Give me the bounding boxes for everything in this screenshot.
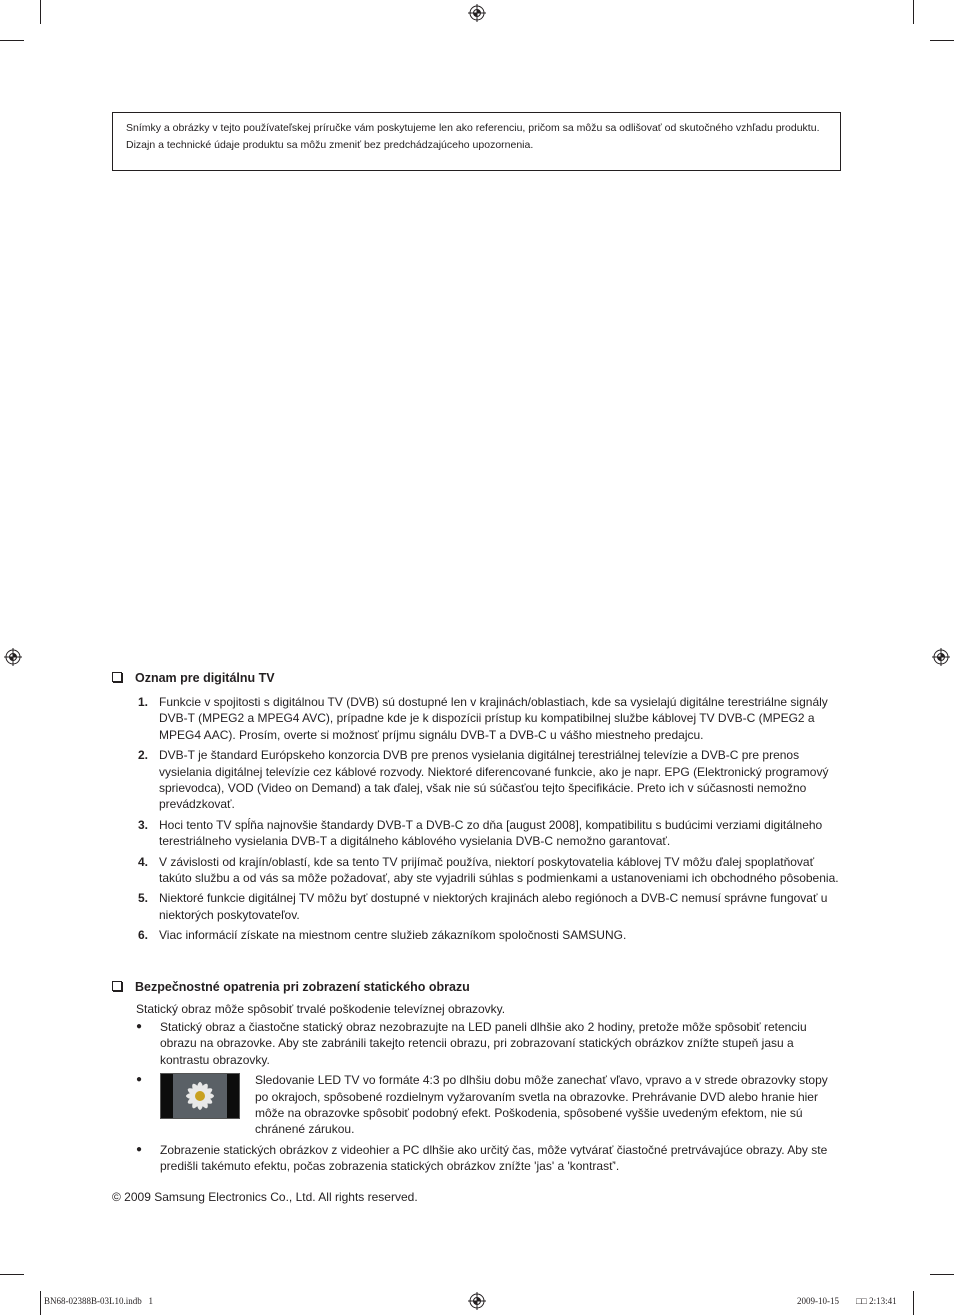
disclaimer-box (112, 112, 841, 171)
crop-mark (40, 0, 41, 24)
section-title-digital-notice (112, 671, 275, 685)
registration-mark-icon (468, 4, 486, 22)
list-item-text: Statický obraz a čiastočne statický obraz nezobrazujte na LED paneli dlhšie ako 2 hodiny, pretože môže spôsobiť retenciu obrazu na obrazovke. Aby ste zabránili takejto retencii obrazu, pri zobrazovaní statických obrázkov znížte stupeň jasu a kontrastu obrazovky. (160, 1020, 807, 1067)
crop-mark (40, 1291, 41, 1315)
list-item-number: 6. (138, 928, 149, 943)
section-title-text: Bezpečnostné opatrenia pri zobrazení statického obrazu (135, 980, 470, 994)
list-item-number: 4. (138, 854, 149, 869)
registration-mark-icon (4, 648, 22, 666)
crop-mark (913, 1291, 914, 1315)
flower-image-icon (161, 1074, 239, 1118)
crop-mark (0, 40, 24, 41)
numbered-list (138, 694, 843, 948)
list-item-text: Zobrazenie statických obrázkov z videohier a PC dlhšie ako určitý čas, môže vytvárať čiastočné pretrvávajúce obrazy. Aby ste predišli takémuto efektu, počas zobrazenia statických obrázkov znížte 'jas' a 'kontrasť'. (160, 1142, 828, 1174)
crop-mark (930, 1274, 954, 1275)
list-item (138, 694, 843, 743)
footer-file-name: BN68-02388B-03L10.indb 1 (44, 1296, 153, 1306)
list-item-text: Sledovanie LED TV vo formáte 4:3 po dlhšiu dobu môže zanechať vľavo, vpravo a v strede obrazovky stopy po okrajoch, spôsobené rozdielnym vyžarovaním svetla na obrazovke. Prehrávanie DVD alebo hranie hier môže na obrazovke spôsobiť podobný efekt. Poškodenia, spôsobené vyššie uvedeným efektom, nie sú chránené zárukou. (255, 1073, 828, 1137)
section-intro: Statický obraz môže spôsobiť trvalé poškodenie televíznej obrazovky. (136, 1002, 506, 1016)
crop-mark (913, 0, 914, 24)
list-item-number: 1. (138, 695, 149, 709)
crop-mark (0, 1274, 24, 1275)
list-item-number: 2. (138, 748, 149, 763)
checkbox-bullet-icon (112, 981, 122, 991)
list-item-number: 5. (138, 891, 149, 906)
registration-mark-icon (932, 648, 950, 666)
disclaimer-line: Dizajn a technické údaje produktu sa môžu zmeniť bez predchádzajúceho upozornenia. (126, 138, 534, 151)
list-item-text: Funkcie v spojitosti s digitálnou TV (DVB) sú dostupné len v krajinách/oblastiach, kde sa vysielajú digitálne terestriálne signály DVB-T (MPEG2 a MPEG4 AVC), prípadne kde je k dispozícii prístup ku kompatibilnej službe káblovej TV DVB-C (MPEG2 a MPEG4 AAC). Prosím, overte si možnosť príjmu signálu DVB-T a DVB-C u vášho miestneho predajcu. (159, 695, 828, 742)
list-item-text: DVB-T je štandard Európskeho konzorcia DVB pre prenos vysielania digitálnej terestriálnej televízie a DVB-C pre prenos vysielania digitálnej televízie cez káblové rozvody. Niektoré diferencované funkcie, ako je napr. EPG (Elektronický programový sprievodca), VOD (Video on Demand) a tak ďalej, však nie sú súčasťou tejto špecifikácie. Preto ich v súčasnosti nemožno prevádzkovať. (159, 748, 829, 812)
crop-mark (930, 40, 954, 41)
footer-date: 2009-10-15 (797, 1296, 839, 1306)
list-item (136, 1072, 842, 1138)
bullet-icon: ● (136, 1143, 143, 1155)
disclaimer-line: Snímky a obrázky v tejto používateľskej príručke vám poskytujeme len ako referenciu, pričom sa môžu sa odlišovať od skutočného vzhľadu produktu. (126, 122, 820, 134)
bullet-icon: ● (136, 1074, 143, 1086)
list-item-number: 3. (138, 817, 149, 832)
tv-screen-thumbnail (160, 1073, 240, 1119)
section-title-static-image (112, 980, 470, 994)
list-item-text: Hoci tento TV spĺňa najnovšie štandardy DVB-T a DVB-C zo dňa [august 2008], kompatibilitu s budúcimi verziami digitálneho terestriálneho vysielania DVB-T a digitálneho káblového vysielania DVB-C nemožno garantovať. (159, 817, 823, 849)
list-item-text: V závislosti od krajín/oblastí, kde sa tento TV prijímač používa, niektorí poskytovatelia káblovej TV môžu ďalej spoplatňovať takúto službu a od vás sa môže požadovať, aby ste vyjadrili súhlas s podmienkami a ustanoveniami ich obchodného pôsobenia. (159, 854, 839, 886)
copyright-notice: © 2009 Samsung Electronics Co., Ltd. All rights reserved. (112, 1190, 418, 1204)
checkbox-bullet-icon (112, 672, 122, 682)
list-item-text: Viac informácií získate na miestnom centre služieb zákazníkom spoločnosti SAMSUNG. (159, 928, 627, 943)
registration-mark-icon (468, 1292, 486, 1310)
bullet-list (136, 1019, 842, 1179)
list-item (136, 1019, 842, 1068)
list-item-text: Niektoré funkcie digitálnej TV môžu byť dostupné v niektorých krajinách alebo regiónoch a DVB-C nemusí správne fungovať u niektorých poskytovateľov. (159, 891, 828, 922)
list-item (138, 817, 843, 850)
bullet-icon: ● (136, 1021, 143, 1032)
section-title-text: Oznam pre digitálnu TV (135, 671, 275, 685)
list-item (138, 890, 843, 923)
footer-time: □□ 2:13:41 (856, 1296, 897, 1306)
list-item (138, 927, 843, 943)
list-item (136, 1142, 842, 1175)
list-item (138, 854, 843, 887)
list-item (138, 747, 843, 813)
